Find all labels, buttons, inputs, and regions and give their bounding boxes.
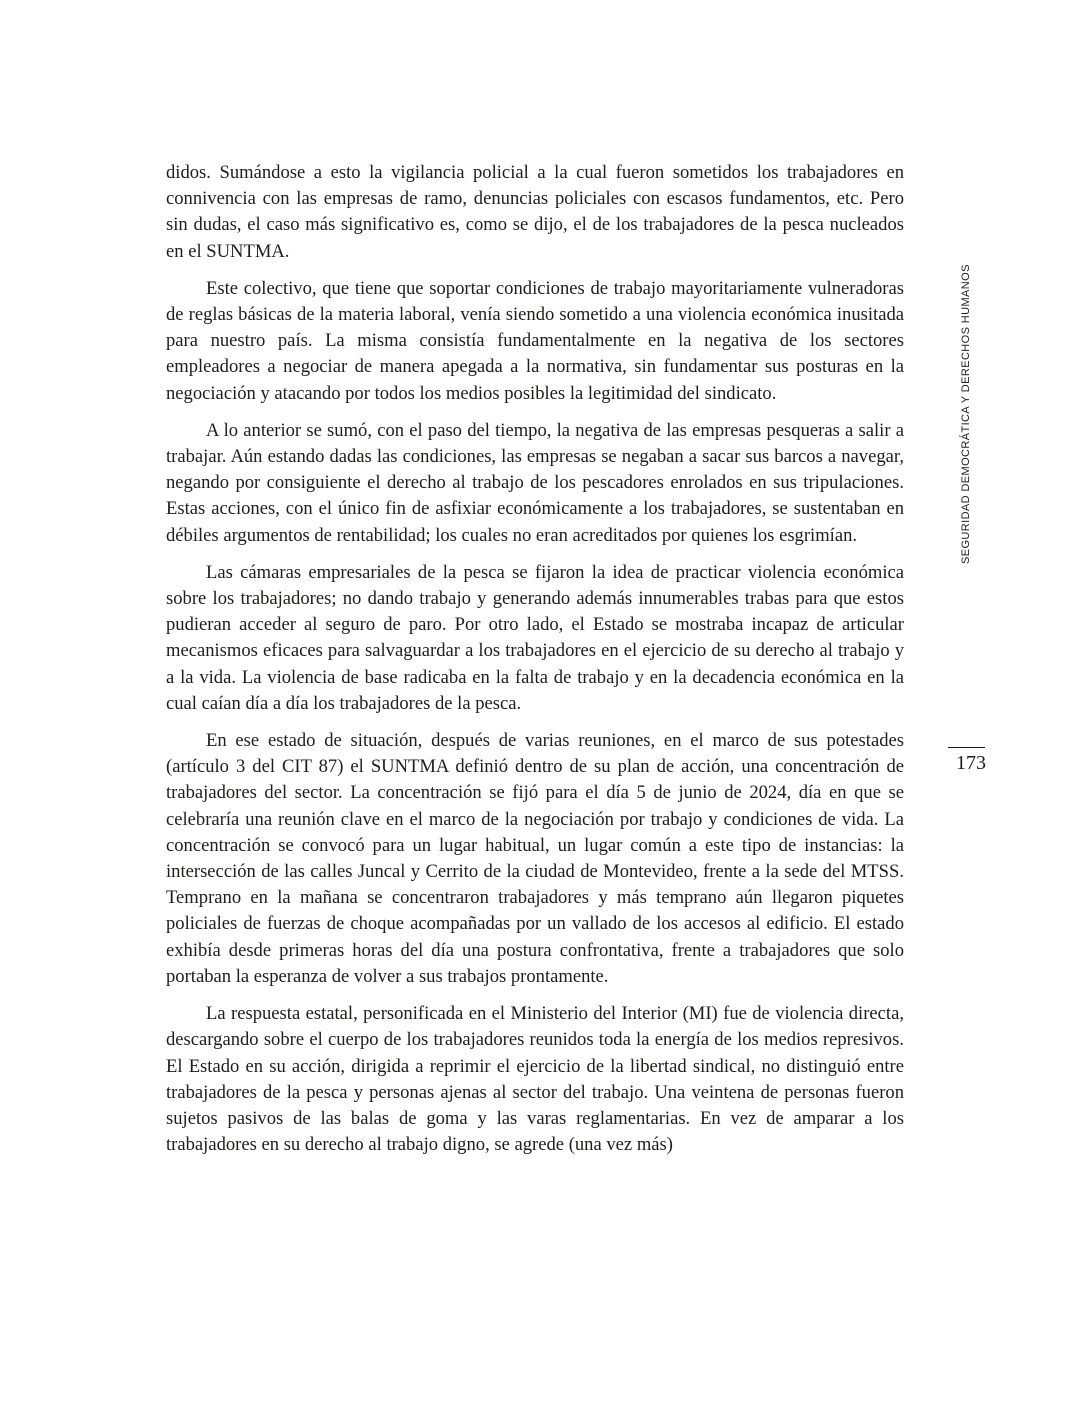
page-number-rule [948, 747, 985, 748]
page-number: 173 [956, 752, 986, 774]
paragraph-3: A lo anterior se sumó, con el paso del tiempo, la negativa de las empresas pesqueras a salir a trabajar. Aún estando dadas las condiciones, las empresas se negaban a sacar sus barcos a navegar, negando por consiguiente el derecho al trabajo de los pescadores enrolados en sus tripulaciones. Estas acciones, con el único fin de asfixiar económicamente a los trabajadores, se sustentaban en débiles argumentos de rentabilidad; los cuales no eran acreditados por quienes los esgrimían. [166, 419, 904, 546]
paragraph-1: didos. Sumándose a esto la vigilancia policial a la cual fueron sometidos los trabajadores en connivencia con las empresas de ramo, denuncias policiales con escasos fundamentos, etc. Pero sin dudas, el caso más significativo es, como se dijo, el de los trabajadores de la pesca nucleados en el SUNTMA. [166, 162, 904, 262]
paragraph-2: Este colectivo, que tiene que soportar condiciones de trabajo mayoritariamente vulneradoras de reglas básicas de la materia laboral, venía siendo sometido a una violencia económica inusitada para nuestro país. La misma consistía fundamentalmente en la negativa de los sectores empleadores a negociar de manera apegada a la normativa, sin fundamentar sus posturas en la negociación y atacando por todos los medios posibles la legitimidad del sindicato. [166, 277, 904, 404]
paragraph-5: En ese estado de situación, después de varias reuniones, en el marco de sus potestades (artículo 3 del CIT 87) el SUNTMA definió dentro de su plan de acción, una concentración de trabajadores del sector. La concentración se fijó para el día 5 de junio de 2024, día en que se celebraría una reunión clave en el marco de la negociación por trabajo y condiciones de vida. La concentración se convocó para un lugar habitual, un lugar común a este tipo de instancias: la intersección de las calles Juncal y Cerrito de la ciudad de Montevideo, frente a la sede del MTSS. Temprano en la mañana se concentraron trabajadores y más temprano aún llegaron piquetes policiales de fuerzas de choque acompañadas por un vallado de los accesos al edificio. El estado exhibía desde primeras horas del día una postura confrontativa, frente a trabajadores que solo portaban la esperanza de volver a sus trabajos prontamente. [166, 730, 904, 987]
paragraph-4: Las cámaras empresariales de la pesca se fijaron la idea de practicar violencia económica sobre los trabajadores; no dando trabajo y generando además innumerables trabas para que estos pudieran acceder al seguro de paro. Por otro lado, el Estado se mostraba incapaz de articular mecanismos eficaces para salvaguardar a los trabajadores en el ejercicio de su derecho al trabajo y a la vida. La violencia de base radicaba en la falta de trabajo y en la decadencia económica en la cual caían día a día los trabajadores de la pesca. [166, 561, 904, 714]
body-text [166, 160, 904, 1169]
paragraph-6: La respuesta estatal, personificada en el Ministerio del Interior (MI) fue de violencia directa, descargando sobre el cuerpo de los trabajadores reunidos toda la energía de los medios represivos. El Estado en su acción, dirigida a reprimir el ejercicio de la libertad sindical, no distinguió entre trabajadores de la pesca y personas ajenas al sector del trabajo. Una veintena de personas fueron sujetos pasivos de las balas de goma y las varas reglamentarias. En vez de amparar a los trabajadores en su derecho al trabajo digno, se agrede (una vez más) [166, 1003, 904, 1156]
running-head: SEGURIDAD DEMOCRÁTICA Y DERECHOS HUMANOS [960, 264, 972, 564]
